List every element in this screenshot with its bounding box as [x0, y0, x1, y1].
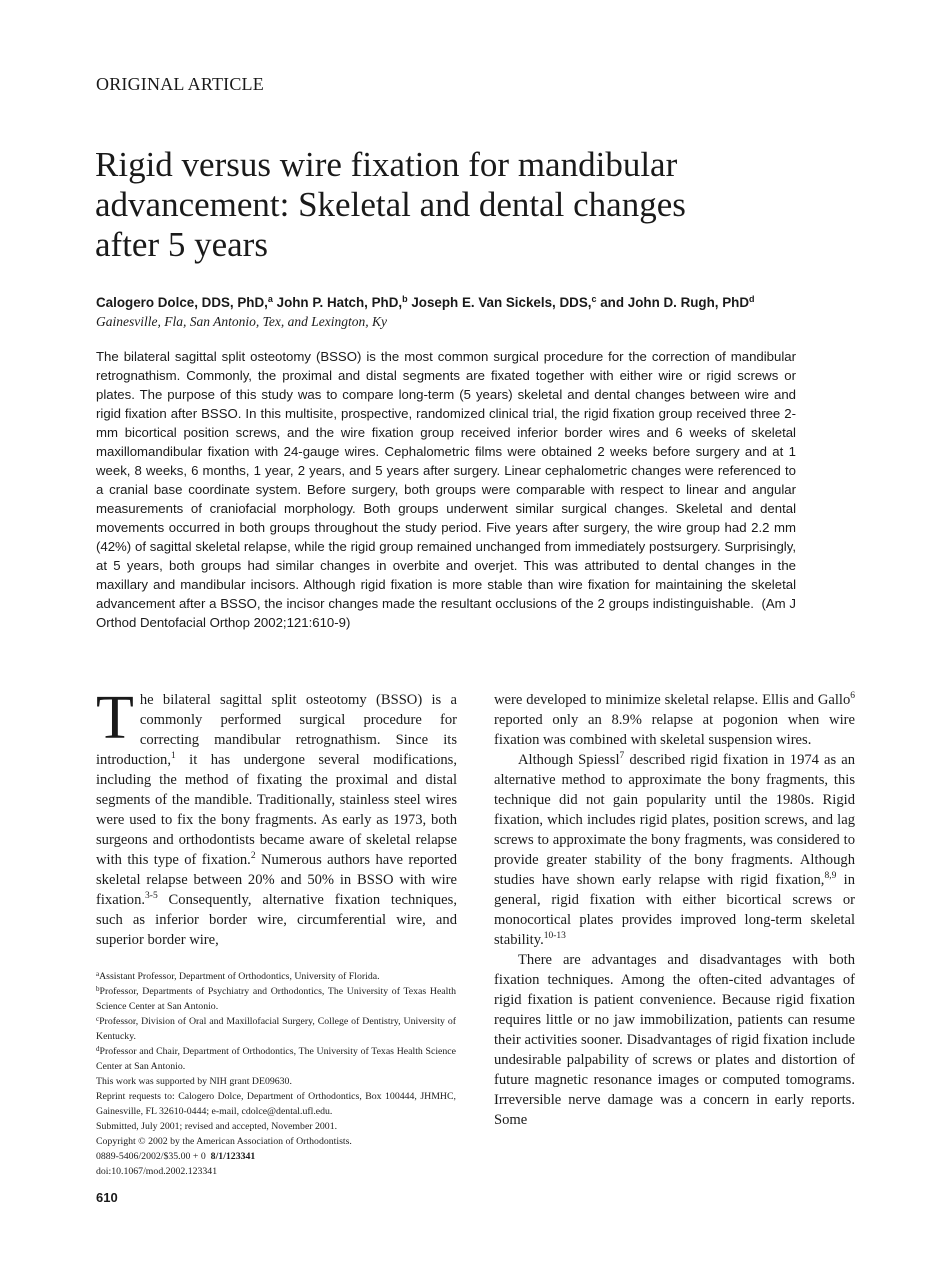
body-column-left — [96, 684, 457, 950]
footnote-text: Professor and Chair, Department of Orthodontics, The University of Texas Health Science Center at San Antonio. — [96, 1046, 456, 1072]
reference-link[interactable]: 1 — [171, 751, 176, 761]
author-affiliation-mark: d — [749, 294, 755, 304]
footnote-text: Professor, Departments of Psychiatry and Orthodontics, The University of Texas Health Science Center at San Antonio. — [96, 986, 456, 1012]
footnote-affiliation — [96, 1014, 456, 1044]
footnote-submission-dates: Submitted, July 2001; revised and accepted, November 2001. — [96, 1121, 338, 1132]
title-line-2: advancement: Skeletal and dental changes — [95, 185, 686, 224]
body-paragraph — [96, 684, 457, 950]
reference-link[interactable]: 6 — [850, 691, 855, 701]
reference-link[interactable]: 10-13 — [543, 931, 566, 941]
abstract-text: The bilateral sagittal split osteotomy (BSSO) is the most common surgical procedure for the correction of mandibular retrognathism. Commonly, the proximal and distal segments are fixated together with either wire or rigid screws or plates. The purpose of this study was to compare long-term (5 years) skeletal and dental changes between wire and rigid fixation after BSSO. In this multisite, prospective, randomized clinical trial, the rigid fixation group received three 2-mm bicortical position screws, and the wire fixation group received inferior border wires and 6 weeks of skeletal maxillomandibular fixation with 24-gauge wires. Cephalometric films were obtained 2 weeks before surgery and at 1 week, 8 weeks, 6 months, 1 year, 2 years, and 5 years after surgery. Linear cephalometric changes were referenced to a cranial base coordinate system. Before surgery, both groups were comparable with respect to linear and angular measurements of craniofacial morphology. Both groups underwent similar surgical changes. Skeletal and dental movements occurred in both groups throughout the study period. Five years after surgery, the wire group had 2.2 mm (42%) of sagittal skeletal relapse, while the rigid group remained unchanged from immediately postsurgery. Surprisingly, at 5 years, both groups had similar changes in overbite and overjet. This was attributed to dental changes in the maxillary and mandibular incisors. Although rigid fixation is more stable than wire fixation for maintaining the skeletal advancement after a BSSO, the incisor changes made the resultant occlusions of the 2 groups indistinguishable. — [96, 349, 796, 611]
reference-link[interactable]: 2 — [250, 851, 256, 861]
footnote-reprint-requests: Reprint requests to: Calogero Dolce, Department of Orthodontics, Box 100444, JHMHC, Gainesville, FL 32610-0444; e-mail, cdolce@dental.ufl.edu. — [96, 1091, 456, 1117]
footnote-mark: b — [96, 985, 100, 993]
body-text: he bilateral sagittal split osteotomy (BSSO) is a commonly performed surgical procedure for correcting mandibular retrognathism. Since its introduction, — [96, 692, 457, 768]
author-name: John D. Rugh, PhD — [627, 295, 750, 310]
footnote-funding: This work was supported by NIH grant DE09630. — [96, 1076, 292, 1087]
body-paragraph — [494, 750, 855, 950]
title-line-3: after 5 years — [95, 225, 268, 264]
author-name: Calogero Dolce, DDS, PhD, — [96, 295, 268, 310]
drop-cap: T — [96, 684, 134, 752]
body-text: Numerous authors have reported skeletal relapse between 20% and 50% in BSSO with wire fixation. — [96, 852, 457, 908]
author-affiliation-mark: c — [591, 294, 597, 304]
footnote-copyright: Copyright © 2002 by the American Association of Orthodontists. — [96, 1136, 352, 1147]
journal-citation: (Am J Orthod Dentofacial Orthop 2002;121:610-9) — [96, 596, 797, 630]
footnote-mark: a — [96, 970, 100, 978]
author-conjunction: and — [600, 295, 625, 310]
author-affiliation-mark: b — [402, 294, 408, 304]
abstract — [96, 347, 796, 632]
footnote-mark: c — [96, 1015, 100, 1023]
body-text: in general, rigid fixation with either bicortical screws or monocortical plates provides improved long-term skeletal stability. — [494, 872, 855, 948]
author-name: Joseph E. Van Sickels, DDS, — [411, 295, 592, 310]
author-name: John P. Hatch, PhD, — [276, 295, 403, 310]
issn-text: 0889-5406/2002/$35.00 + 0 — [96, 1151, 206, 1162]
footnote-affiliation — [96, 984, 456, 1014]
body-paragraph: There are advantages and disadvantages with both fixation techniques. Among the often-cited advantages of rigid fixation is patient convenience. Because rigid fixation requires little or no jaw immobilization, patients can resume their activities sooner. Disadvantages of rigid fixation include undesirable palpability of screws or plates and distortion of future magnetic resonance images or computed tomograms. Irreversible nerve damage was a concern in early reports. Some — [494, 952, 855, 1128]
footnote-issn — [96, 1149, 456, 1164]
body-column-right — [494, 690, 855, 1130]
footnote-mark: d — [96, 1045, 100, 1053]
author-affiliation-mark: a — [267, 294, 273, 304]
article-type-label: ORIGINAL ARTICLE — [96, 74, 264, 94]
page-number: 610 — [96, 1190, 118, 1205]
body-text: Consequently, alternative fixation techniques, such as inferior border wire, circumferential wire, and superior border wire, — [96, 892, 457, 948]
footnote-affiliation — [96, 1044, 456, 1074]
footnote-text: Professor, Division of Oral and Maxillofacial Surgery, College of Dentistry, University of Kentucky. — [96, 1016, 456, 1042]
body-text: Although Spiessl — [518, 752, 620, 768]
body-text: were developed to minimize skeletal relapse. Ellis and Gallo — [494, 692, 851, 708]
reference-link[interactable]: 8,9 — [824, 871, 837, 881]
title-line-1: Rigid versus wire fixation for mandibular — [95, 145, 678, 184]
body-text: it has undergone several modifications, including the method of fixating the proximal and distal segments of the mandible. Traditionally, stainless steel wires were used to fix the bony fragments. As early as 1973, both surgeons and orthodontists became aware of skeletal relapse with this type of fixation. — [96, 752, 457, 868]
issn-identifier: 8/1/123341 — [210, 1151, 256, 1162]
body-paragraph — [494, 690, 855, 750]
body-text: described rigid fixation in 1974 as an alternative method to approximate the bony fragments, this technique did not gain popularity until the 1980s. Rigid fixation, which includes rigid plates, position screws, and lag screws to approximate the bony fragments, was considered to provide greater stability of the bony fragments. Although studies have shown early relapse with rigid fixation, — [494, 752, 855, 888]
reference-link[interactable]: 3-5 — [145, 891, 158, 901]
footnote-affiliation — [96, 969, 456, 984]
body-text: reported only an 8.9% relapse at pogonion when wire fixation was combined with skeletal suspension wires. — [494, 712, 855, 748]
footnote-text: Assistant Professor, Department of Orthodontics, University of Florida. — [99, 971, 380, 982]
reference-link[interactable]: 7 — [619, 751, 625, 761]
author-locations: Gainesville, Fla, San Antonio, Tex, and Lexington, Ky — [96, 314, 387, 329]
author-list — [96, 294, 876, 312]
article-title — [95, 145, 855, 265]
footnotes — [96, 969, 456, 1179]
footnote-doi: doi:10.1067/mod.2002.123341 — [96, 1166, 218, 1177]
